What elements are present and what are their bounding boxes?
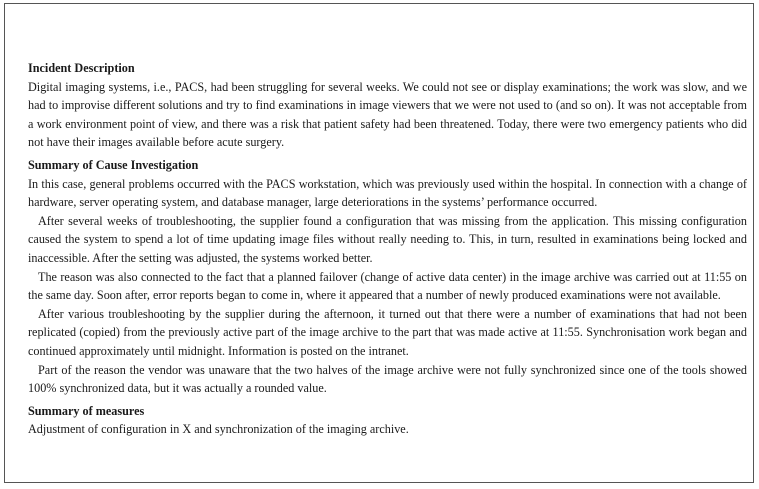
cause-paragraph: Part of the reason the vendor was unaware that the two halves of the image archive were not fully synchronized since one of the tools showed 100% synchronized data, but it was actually a rounded value. (28, 362, 747, 396)
measures-text: Adjustment of configuration in X and synchronization of the imaging archive. (28, 422, 409, 437)
incident-text: Digital imaging systems, i.e., PACS, had been struggling for several weeks. We could not see or display examinations; the work was slow, and we had to improvise different solutions and try to find examinations in image viewers that we were not used to (and so on). It was not acceptable from a work environment point of view, and there was a risk that patient safety had been threatened. Today, there were two emergency patients who did not have their images available before acute surgery. (28, 79, 747, 150)
measures-section (28, 402, 747, 439)
cause-heading: Summary of Cause Investigation (28, 157, 199, 172)
cause-section (28, 156, 747, 398)
report-content (28, 59, 747, 439)
measures-heading: Summary of measures (28, 403, 145, 418)
incident-section (28, 59, 747, 152)
incident-heading: Incident Description (28, 61, 135, 75)
cause-paragraph: The reason was also connected to the fact that a planned failover (change of active data center) in the image archive was carried out at 11:55 on the same day. Soon after, error reports began to come in, where it appeared that a number of newly produced examinations were not available. (28, 269, 747, 303)
cause-paragraph: After various troubleshooting by the supplier during the afternoon, it turned out that there were a number of examinations that had not been replicated (copied) from the previously active part of the image archive to the part that was made active at 11:55. Synchronisation work began and continued approximately until midnight. Information is posted on the intranet. (28, 306, 747, 358)
cause-paragraph: In this case, general problems occurred with the PACS workstation, which was previously used within the hospital. In connection with a change of hardware, server operating system, and database manager, large deteriorations in the systems’ performance occurred. (28, 176, 747, 210)
report-frame (4, 3, 754, 483)
cause-paragraph: After several weeks of troubleshooting, the supplier found a configuration that was missing from the application. This missing configuration caused the system to spend a lot of time updating image files without really needing to. This, in turn, resulted in examinations being locked and inaccessible. After the setting was adjusted, the systems worked better. (28, 213, 747, 265)
